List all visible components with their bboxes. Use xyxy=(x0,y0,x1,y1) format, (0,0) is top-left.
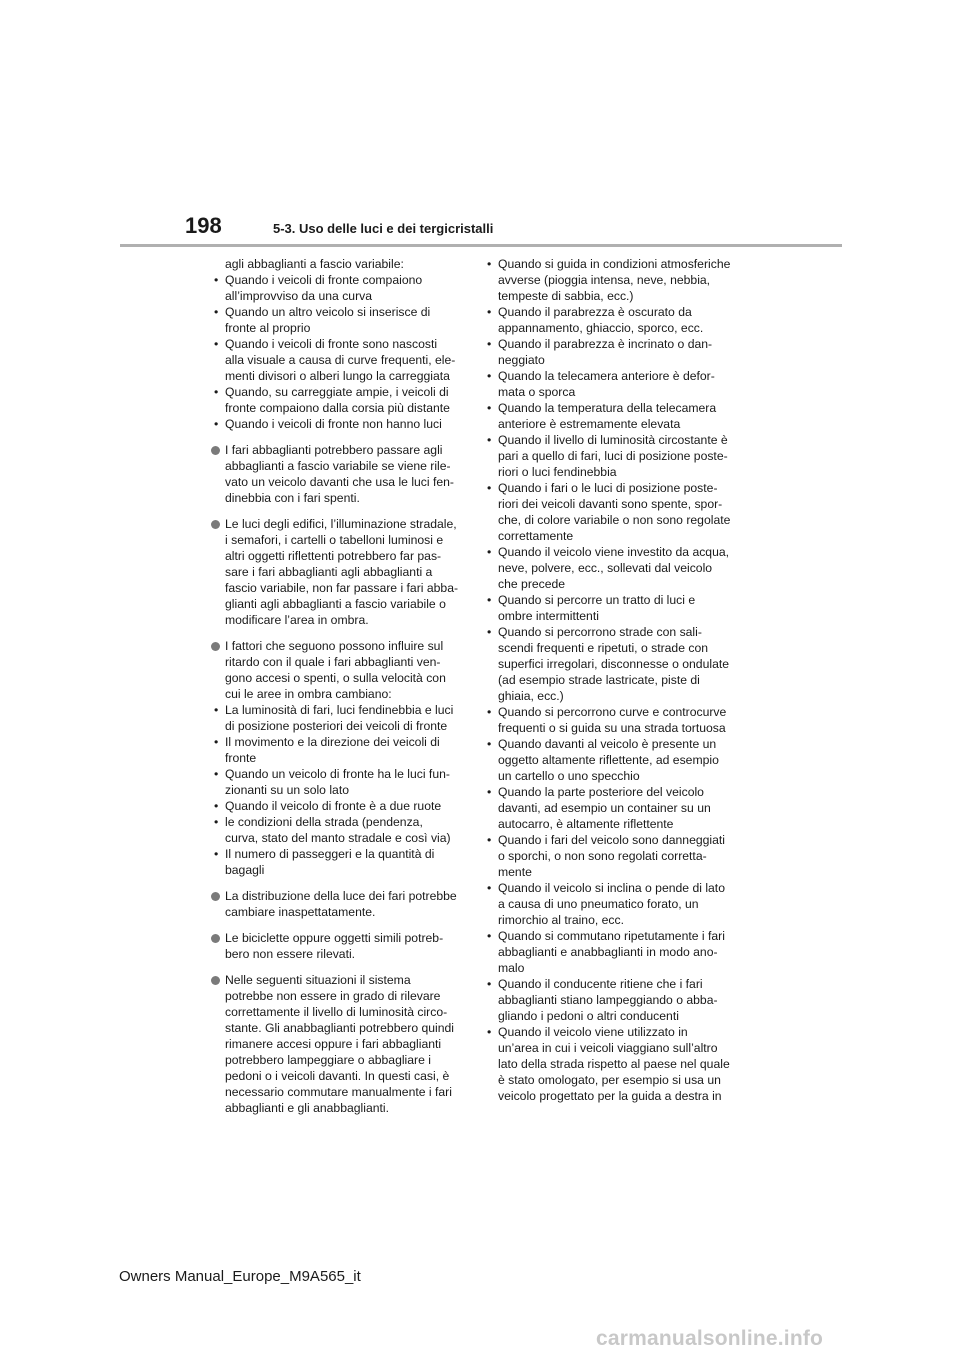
circle-bullet-icon xyxy=(211,892,220,901)
list-item-text: Quando si percorrono strade con sali- scendi frequenti e ripetuti, o strade con superfici irregolari, disconnesse o ondulate (ad esempio strade lastricate, piste di ghiaia, ecc.) xyxy=(498,625,730,703)
bullet-icon: • xyxy=(487,369,492,383)
bullet-icon: • xyxy=(214,417,219,431)
bullet-icon: • xyxy=(487,881,492,895)
bullet-icon: • xyxy=(487,593,492,607)
situations-list xyxy=(484,256,752,1104)
intro-list xyxy=(211,272,467,432)
list-item-text: Quando si percorre un tratto di luci e ombre intermittenti xyxy=(498,593,696,623)
bullet-icon: • xyxy=(214,767,219,781)
bullet-icon: • xyxy=(487,337,492,351)
list-item-text: Quando i veicoli di fronte non hanno luci xyxy=(225,417,442,431)
list-item-text: Quando si percorrono curve e controcurve frequenti o si guida su una strada tortuosa xyxy=(498,705,727,735)
bullet-icon: • xyxy=(487,481,492,495)
list-item xyxy=(211,272,467,304)
bullet-icon: • xyxy=(487,401,492,415)
list-item xyxy=(484,368,752,400)
list-item-text: Quando si commutano ripetutamente i fari abbaglianti e anabbaglianti in modo ano- malo xyxy=(498,929,725,975)
list-item-text: Quando un veicolo di fronte ha le luci fun- zionanti su un solo lato xyxy=(225,767,450,797)
list-item xyxy=(484,432,752,480)
list-item xyxy=(484,544,752,592)
list-item-text: Quando, su carreggiate ampie, i veicoli di fronte compaiono dalla corsia più distante xyxy=(225,385,450,415)
bullet-icon: • xyxy=(487,785,492,799)
bullet-icon: • xyxy=(214,815,219,829)
list-item-text: Quando si guida in condizioni atmosferiche avverse (pioggia intensa, neve, nebbia, tempeste di sabbia, ecc.) xyxy=(498,257,731,303)
list-item xyxy=(484,784,752,832)
list-item-text: Quando la parte posteriore del veicolo davanti, ad esempio un container su un autocarro, è altamente riflettente xyxy=(498,785,711,831)
bullet-icon: • xyxy=(214,799,219,813)
list-item xyxy=(211,416,467,432)
list-item xyxy=(484,928,752,976)
bullet-icon: • xyxy=(487,257,492,271)
bullet-icon: • xyxy=(214,273,219,287)
list-item xyxy=(484,336,752,368)
bullet-icon: • xyxy=(214,703,219,717)
list-item-text: Quando il veicolo viene investito da acqua, neve, polvere, ecc., sollevati dal veicolo che precede xyxy=(498,545,730,591)
list-item-text: Quando il veicolo di fronte è a due ruote xyxy=(225,799,442,813)
bullet-icon: • xyxy=(214,305,219,319)
list-item-text: Quando i fari o le luci di posizione poste- riori dei veicoli davanti sono spente, spor- che, di colore variabile o non sono regolate correttamente xyxy=(498,481,731,543)
list-item-text: Quando i veicoli di fronte sono nascosti alla visuale a causa di curve frequenti, ele- menti divisori o alberi lungo la carreggiata xyxy=(225,337,456,383)
list-item xyxy=(484,592,752,624)
manual-name: Owners Manual_Europe_M9A565_it xyxy=(119,1268,361,1285)
list-item xyxy=(211,702,467,734)
list-item xyxy=(211,336,467,384)
list-item xyxy=(211,814,467,846)
page-number: 198 xyxy=(185,213,222,238)
list-item-text: La luminosità di fari, luci fendinebbia e luci di posizione posteriori dei veicoli di fronte xyxy=(225,703,454,733)
list-item xyxy=(484,480,752,544)
list-item xyxy=(484,624,752,704)
bullet-icon: • xyxy=(487,929,492,943)
list-item xyxy=(211,734,467,766)
list-item xyxy=(211,798,467,814)
watermark: carmanualsonline.info xyxy=(596,1327,824,1350)
section-title: 5-3. Uso delle luci e dei tergicristalli xyxy=(273,221,494,236)
bullet-icon: • xyxy=(487,1025,492,1039)
header-divider xyxy=(120,244,842,247)
paragraph-influencing-factors: I fattori che seguono possono influire sul ritardo con il quale i fari abbaglianti ven- gono accesi o spenti, o sulla velocità con cui le aree in ombra cambiano: • La luminosità di fari, luci fendinebbia e luci di posizione posteriori dei veicoli di fronte • Il movimento e la direzione dei veicoli di fronte • Quando un veicolo di fronte ha le luci fun- zionanti su un solo lato • Quando il veicolo di fronte è a due ruote • le condizioni della strada (pendenza, curva, stato del manto stradale e così via) • Il numero di passeggeri e la quantità di bagagli xyxy=(211,638,467,878)
list-item-text: Quando la telecamera anteriore è defor- mata o sporca xyxy=(498,369,715,399)
bullet-icon: • xyxy=(487,625,492,639)
bullet-icon: • xyxy=(487,977,492,991)
circle-bullet-icon xyxy=(211,642,220,651)
list-item xyxy=(484,704,752,736)
paragraph-building-lights: Le luci degli edifici, l’illuminazione stradale, i semafori, i cartelli o tabelloni luminosi e altri oggetti riflettenti potrebbero far pas- sare i fari abbaglianti agli abbaglianti a fascio variabile, non far passare i fari abba- glianti agli abbaglianti a fascio variabile o modificare l’area in ombra. xyxy=(211,516,467,628)
list-item xyxy=(484,736,752,784)
bullet-icon: • xyxy=(487,737,492,751)
paragraph-fog-lights: I fari abbaglianti potrebbero passare agli abbaglianti a fascio variabile se viene rile- vato un veicolo davanti che usa le luci fen- dinebbia con i fari spenti. xyxy=(211,442,467,506)
bullet-icon: • xyxy=(487,705,492,719)
bullet-icon: • xyxy=(487,545,492,559)
list-item xyxy=(484,1024,752,1104)
list-item xyxy=(484,976,752,1024)
list-item xyxy=(211,304,467,336)
circle-bullet-icon xyxy=(211,446,220,455)
bullet-icon: • xyxy=(214,337,219,351)
list-item-text: Quando il parabrezza è incrinato o dan- neggiato xyxy=(498,337,713,367)
circle-bullet-icon xyxy=(211,520,220,529)
list-item-text: le condizioni della strada (pendenza, curva, stato del manto stradale e così via) xyxy=(225,815,451,845)
bullet-icon: • xyxy=(214,847,219,861)
bullet-icon: • xyxy=(214,385,219,399)
list-item xyxy=(211,384,467,416)
intro-text: agli abbaglianti a fascio variabile: xyxy=(225,257,404,271)
factors-list xyxy=(211,702,467,878)
list-item-text: Quando il conducente ritiene che i fari abbaglianti stiano lampeggiando o abba- gliando i pedoni o altri conducenti xyxy=(498,977,718,1023)
list-item xyxy=(484,256,752,304)
list-item xyxy=(484,832,752,880)
bullet-icon: • xyxy=(214,735,219,749)
list-item-text: Il movimento e la direzione dei veicoli di fronte xyxy=(225,735,440,765)
list-item-text: Quando il parabrezza è oscurato da appannamento, ghiaccio, sporco, ecc. xyxy=(498,305,704,335)
paragraph-light-distribution: La distribuzione della luce dei fari potrebbe cambiare inaspettatamente. xyxy=(211,888,467,920)
bullet-icon: • xyxy=(487,433,492,447)
list-item xyxy=(211,766,467,798)
list-item xyxy=(484,304,752,336)
list-item xyxy=(484,400,752,432)
right-column xyxy=(484,256,752,1104)
circle-bullet-icon xyxy=(211,976,220,985)
list-item-text: Quando la temperatura della telecamera anteriore è estremamente elevata xyxy=(498,401,717,431)
list-item-text: Quando un altro veicolo si inserisce di fronte al proprio xyxy=(225,305,431,335)
list-item-text: Quando i veicoli di fronte compaiono all’improvviso da una curva xyxy=(225,273,423,303)
circle-bullet-icon xyxy=(211,934,220,943)
list-item-text: Quando il livello di luminosità circostante è pari a quello di fari, luci di posizione poste- riori o luci fendinebbia xyxy=(498,433,728,479)
list-item-text: Quando i fari del veicolo sono danneggiati o sporchi, o non sono regolati corretta- mente xyxy=(498,833,725,879)
list-item-text: Quando il veicolo viene utilizzato in un’area in cui i veicoli viaggiano sull’altro lato della strada rispetto al paese nel quale è stato omologato, per esempio si usa un veicolo progettato per la guida a destra in xyxy=(498,1025,730,1103)
list-item-text: Quando davanti al veicolo è presente un oggetto altamente riflettente, ad esempio un cartello o uno specchio xyxy=(498,737,719,783)
bullet-icon: • xyxy=(487,833,492,847)
paragraph-bicycles: Le biciclette oppure oggetti simili potreb- bero non essere rilevati. xyxy=(211,930,467,962)
list-item-text: Quando il veicolo si inclina o pende di lato a causa di uno pneumatico forato, un rimorchio al traino, ecc. xyxy=(498,881,725,927)
left-column xyxy=(211,256,467,1116)
bullet-icon: • xyxy=(487,305,492,319)
list-item-text: Il numero di passeggeri e la quantità di bagagli xyxy=(225,847,435,877)
list-item xyxy=(484,880,752,928)
list-item xyxy=(211,846,467,878)
paragraph-detection-situations: Nelle seguenti situazioni il sistema potrebbe non essere in grado di rilevare correttamente il livello di luminosità circo- stante. Gli anabbaglianti potrebbero quindi rimanere accesi oppure i fari abbaglianti potrebbero lampeggiare o abbagliare i pedoni o i veicoli davanti. In questi casi, è necessario commutare manualmente i fari abbaglianti e gli anabbaglianti. xyxy=(211,972,467,1116)
